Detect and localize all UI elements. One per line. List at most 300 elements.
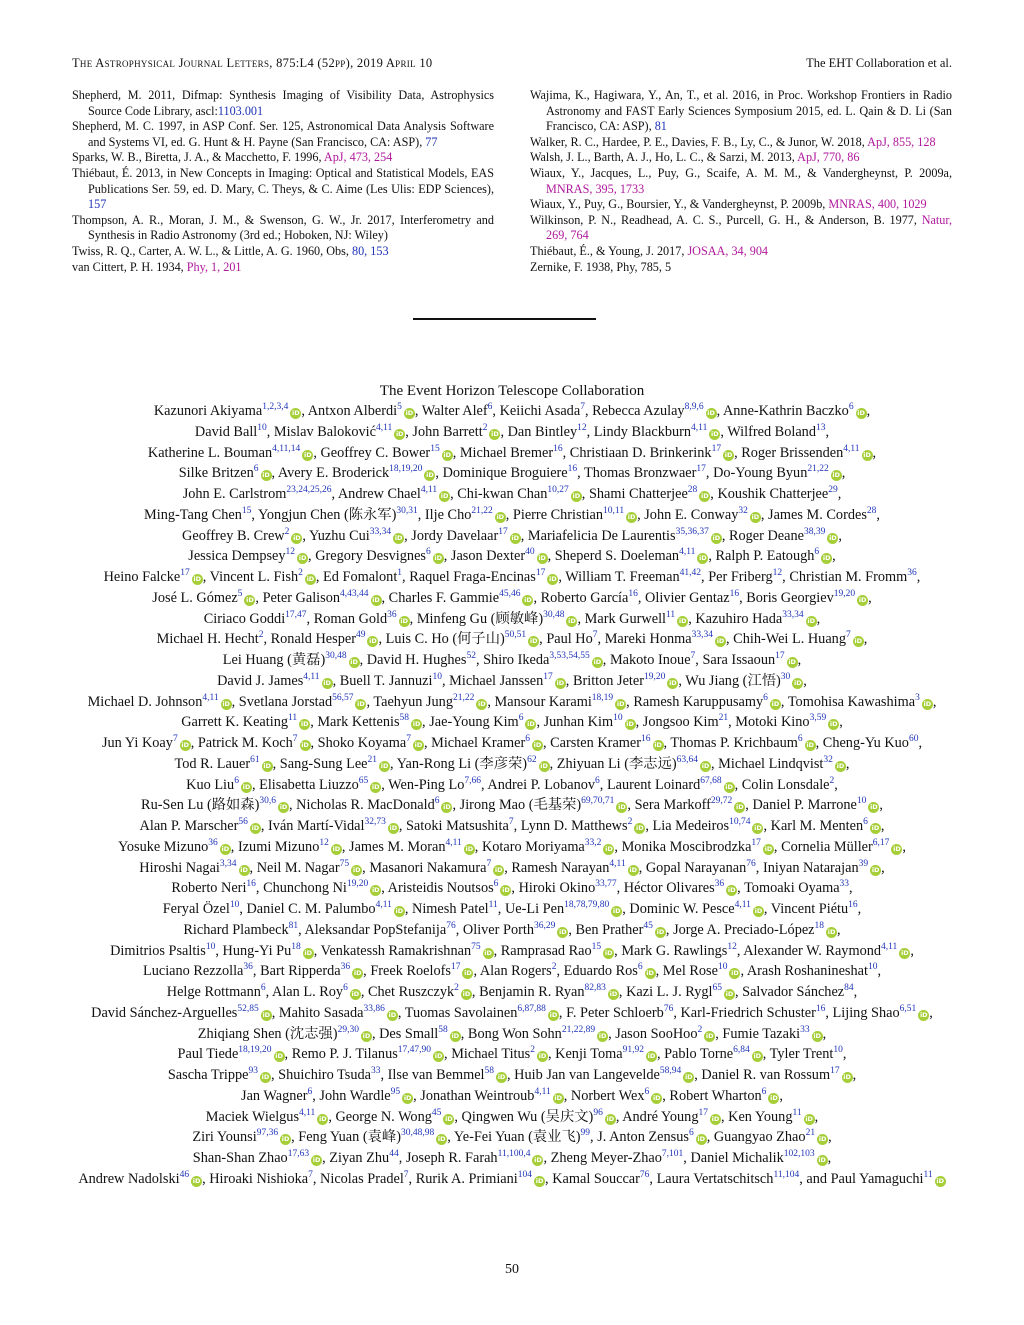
- affiliation-superscript[interactable]: 11: [923, 1169, 933, 1180]
- orcid-icon[interactable]: iD: [380, 761, 389, 770]
- affiliation-superscript[interactable]: 58: [438, 1024, 448, 1035]
- affiliation-superscript[interactable]: 19,20: [833, 588, 856, 599]
- affiliation-superscript[interactable]: 7: [403, 1169, 409, 1180]
- orcid-icon[interactable]: iD: [836, 761, 845, 770]
- orcid-icon[interactable]: iD: [711, 429, 719, 438]
- affiliation-superscript[interactable]: 2: [530, 1045, 535, 1056]
- orcid-icon[interactable]: iD: [871, 865, 880, 874]
- orcid-icon[interactable]: iD: [352, 865, 361, 874]
- orcid-icon[interactable]: iD: [301, 741, 309, 749]
- orcid-icon[interactable]: iD: [434, 1052, 443, 1061]
- affiliation-superscript[interactable]: 56,57: [332, 692, 354, 703]
- affiliation-superscript[interactable]: 33,2: [584, 837, 602, 848]
- affiliation-superscript[interactable]: 23,24,25,26: [286, 485, 332, 496]
- orcid-icon[interactable]: iD: [827, 927, 836, 936]
- affiliation-superscript[interactable]: 65: [358, 775, 369, 786]
- orcid-icon[interactable]: iD: [656, 927, 665, 936]
- orcid-icon[interactable]: iD: [371, 782, 380, 791]
- reference-link[interactable]: 81: [654, 119, 667, 134]
- affiliation-superscript[interactable]: 16: [848, 900, 858, 911]
- orcid-icon[interactable]: iD: [181, 741, 189, 749]
- affiliation-superscript[interactable]: 41,42: [679, 568, 702, 579]
- orcid-icon[interactable]: iD: [724, 450, 733, 459]
- orcid-icon[interactable]: iD: [497, 1073, 506, 1081]
- affiliation-superscript[interactable]: 29,72: [710, 796, 733, 807]
- orcid-icon[interactable]: iD: [858, 595, 867, 604]
- orcid-icon[interactable]: iD: [697, 1135, 705, 1144]
- orcid-icon[interactable]: iD: [389, 824, 398, 832]
- affiliation-superscript[interactable]: 28: [687, 485, 698, 496]
- affiliation-superscript[interactable]: 6: [253, 464, 259, 475]
- orcid-icon[interactable]: iD: [464, 969, 472, 978]
- orcid-icon[interactable]: iD: [369, 637, 377, 646]
- affiliation-superscript[interactable]: 11: [792, 1107, 802, 1118]
- affiliation-superscript[interactable]: 18,19,20: [389, 464, 423, 475]
- orcid-icon[interactable]: iD: [304, 948, 313, 957]
- affiliation-superscript[interactable]: 75: [339, 858, 350, 869]
- affiliation-superscript[interactable]: 10: [613, 713, 623, 724]
- orcid-icon[interactable]: iD: [863, 450, 871, 459]
- affiliation-superscript[interactable]: 95: [390, 1086, 401, 1097]
- affiliation-superscript[interactable]: 7: [172, 734, 178, 745]
- affiliation-superscript[interactable]: 58,94: [659, 1066, 682, 1077]
- orcid-icon[interactable]: iD: [524, 595, 532, 604]
- affiliation-superscript[interactable]: 15: [430, 443, 440, 454]
- orcid-icon[interactable]: iD: [351, 990, 360, 998]
- affiliation-superscript[interactable]: 76: [639, 1169, 650, 1180]
- affiliation-superscript[interactable]: 11: [666, 609, 676, 620]
- orcid-icon[interactable]: iD: [549, 575, 557, 583]
- orcid-icon[interactable]: iD: [350, 658, 358, 666]
- affiliation-superscript[interactable]: 6,17: [872, 837, 890, 848]
- affiliation-superscript[interactable]: 97,36: [256, 1128, 279, 1139]
- affiliation-superscript[interactable]: 7: [592, 630, 598, 641]
- affiliation-superscript[interactable]: 21: [805, 1128, 816, 1139]
- affiliation-superscript[interactable]: 17,47: [285, 609, 307, 620]
- affiliation-superscript[interactable]: 10,11: [603, 505, 625, 516]
- orcid-icon[interactable]: iD: [806, 741, 814, 749]
- affiliation-superscript[interactable]: 36: [714, 879, 725, 890]
- affiliation-superscript[interactable]: 17: [751, 837, 761, 848]
- affiliation-superscript[interactable]: 29: [828, 485, 838, 496]
- affiliation-superscript[interactable]: 45,46: [499, 588, 521, 599]
- reference-link[interactable]: Phy, 1, 201: [186, 259, 242, 274]
- orcid-icon[interactable]: iD: [193, 575, 202, 583]
- affiliation-superscript[interactable]: 52,85: [237, 1003, 259, 1014]
- affiliation-superscript[interactable]: 76: [746, 858, 756, 869]
- affiliation-superscript[interactable]: 4,11: [609, 858, 626, 869]
- orcid-icon[interactable]: iD: [646, 969, 654, 978]
- affiliation-superscript[interactable]: 7: [508, 817, 514, 828]
- orcid-icon[interactable]: iD: [312, 1156, 321, 1164]
- affiliation-superscript[interactable]: 19,20: [644, 671, 666, 682]
- orcid-icon[interactable]: iD: [400, 616, 408, 625]
- orcid-icon[interactable]: iD: [854, 637, 863, 646]
- reference-link[interactable]: 1103.001: [217, 103, 264, 118]
- affiliation-superscript[interactable]: 76: [446, 920, 456, 931]
- affiliation-superscript[interactable]: 6: [644, 1086, 650, 1097]
- affiliation-superscript[interactable]: 56: [238, 817, 248, 828]
- affiliation-superscript[interactable]: 16: [815, 1003, 826, 1014]
- orcid-icon[interactable]: iD: [372, 595, 380, 604]
- orcid-icon[interactable]: iD: [684, 1073, 693, 1081]
- orcid-icon[interactable]: iD: [395, 907, 404, 915]
- orcid-icon[interactable]: iD: [604, 948, 613, 957]
- affiliation-superscript[interactable]: 17: [696, 464, 706, 475]
- affiliation-superscript[interactable]: 4,11,14: [272, 443, 301, 454]
- orcid-icon[interactable]: iD: [711, 1114, 720, 1123]
- orcid-icon[interactable]: iD: [465, 844, 474, 853]
- affiliation-superscript[interactable]: 11,104: [773, 1169, 800, 1180]
- affiliation-superscript[interactable]: 6,51: [899, 1003, 917, 1014]
- orcid-icon[interactable]: iD: [901, 948, 909, 957]
- orcid-icon[interactable]: iD: [598, 1031, 607, 1040]
- affiliation-superscript[interactable]: 18,19,20: [238, 1045, 272, 1056]
- affiliation-superscript[interactable]: 6: [761, 1086, 767, 1097]
- affiliation-superscript[interactable]: 30,6: [259, 796, 276, 807]
- reference-link[interactable]: Natur, 269, 764: [546, 212, 952, 243]
- affiliation-superscript[interactable]: 8,9,6: [684, 402, 704, 413]
- orcid-icon[interactable]: iD: [707, 409, 715, 417]
- affiliation-superscript[interactable]: 6: [848, 402, 854, 413]
- affiliation-superscript[interactable]: 21,22,89: [561, 1024, 596, 1035]
- orcid-icon[interactable]: iD: [936, 1176, 944, 1185]
- affiliation-superscript[interactable]: 30: [780, 671, 791, 682]
- affiliation-superscript[interactable]: 13: [815, 422, 826, 433]
- orcid-icon[interactable]: iD: [652, 1093, 661, 1102]
- orcid-icon[interactable]: iD: [434, 554, 443, 563]
- affiliation-superscript[interactable]: 21,22: [807, 464, 829, 475]
- orcid-icon[interactable]: iD: [919, 1010, 928, 1019]
- orcid-icon[interactable]: iD: [725, 990, 734, 998]
- orcid-icon[interactable]: iD: [764, 844, 773, 853]
- affiliation-superscript[interactable]: 39: [858, 858, 869, 869]
- affiliation-superscript[interactable]: 36: [340, 962, 351, 973]
- orcid-icon[interactable]: iD: [395, 429, 404, 438]
- affiliation-superscript[interactable]: 46: [179, 1169, 190, 1180]
- orcid-icon[interactable]: iD: [306, 575, 315, 583]
- affiliation-superscript[interactable]: 28: [866, 505, 877, 516]
- orcid-icon[interactable]: iD: [538, 1052, 547, 1061]
- orcid-icon[interactable]: iD: [771, 699, 780, 708]
- affiliation-superscript[interactable]: 6: [493, 879, 499, 890]
- orcid-icon[interactable]: iD: [818, 1156, 826, 1164]
- orcid-icon[interactable]: iD: [405, 409, 414, 417]
- orcid-icon[interactable]: iD: [700, 492, 709, 500]
- affiliation-superscript[interactable]: 50,51: [504, 630, 527, 641]
- reference-link[interactable]: MNRAS, 400, 1029: [828, 197, 927, 212]
- affiliation-superscript[interactable]: 3,59: [809, 713, 827, 724]
- affiliation-superscript[interactable]: 99: [580, 1128, 591, 1139]
- orcid-icon[interactable]: iD: [923, 699, 932, 708]
- orcid-icon[interactable]: iD: [725, 782, 733, 791]
- orcid-icon[interactable]: iD: [304, 450, 312, 459]
- orcid-icon[interactable]: iD: [478, 699, 486, 708]
- affiliation-superscript[interactable]: 30,31: [396, 505, 418, 516]
- affiliation-superscript[interactable]: 12: [319, 837, 329, 848]
- affiliation-superscript[interactable]: 3,34: [219, 858, 237, 869]
- affiliation-superscript[interactable]: 33,34: [782, 609, 804, 620]
- affiliation-superscript[interactable]: 12: [285, 547, 296, 558]
- orcid-icon[interactable]: iD: [832, 471, 841, 480]
- orcid-icon[interactable]: iD: [701, 761, 710, 770]
- orcid-icon[interactable]: iD: [712, 533, 721, 542]
- affiliation-superscript[interactable]: 36: [243, 962, 253, 973]
- affiliation-superscript[interactable]: 96: [593, 1107, 603, 1118]
- orcid-icon[interactable]: iD: [699, 554, 707, 563]
- affiliation-superscript[interactable]: 33,34: [691, 630, 714, 641]
- affiliation-superscript[interactable]: 4,11: [691, 422, 708, 433]
- orcid-icon[interactable]: iD: [538, 554, 546, 563]
- affiliation-superscript[interactable]: 7: [292, 734, 298, 745]
- affiliation-superscript[interactable]: 6: [763, 692, 768, 703]
- affiliation-superscript[interactable]: 1,2,3,4: [262, 402, 289, 413]
- orcid-icon[interactable]: iD: [549, 1010, 558, 1019]
- orcid-icon[interactable]: iD: [568, 616, 576, 625]
- affiliation-superscript[interactable]: 81: [288, 920, 299, 931]
- orcid-icon[interactable]: iD: [616, 699, 625, 708]
- affiliation-superscript[interactable]: 4,11: [303, 671, 320, 682]
- orcid-icon[interactable]: iD: [629, 865, 638, 874]
- affiliation-superscript[interactable]: 58: [399, 713, 410, 724]
- affiliation-superscript[interactable]: 30,48: [325, 651, 347, 662]
- affiliation-superscript[interactable]: 65: [712, 983, 722, 994]
- orcid-icon[interactable]: iD: [357, 699, 365, 708]
- affiliation-superscript[interactable]: 6: [637, 962, 643, 973]
- orcid-icon[interactable]: iD: [893, 844, 901, 853]
- affiliation-superscript[interactable]: 33,86: [363, 1003, 385, 1014]
- affiliation-superscript[interactable]: 2: [627, 817, 633, 828]
- affiliation-superscript[interactable]: 4,11: [420, 485, 438, 496]
- orcid-icon[interactable]: iD: [572, 492, 581, 500]
- orcid-icon[interactable]: iD: [822, 554, 831, 563]
- affiliation-superscript[interactable]: 2: [829, 775, 835, 786]
- orcid-icon[interactable]: iD: [451, 1031, 460, 1040]
- orcid-icon[interactable]: iD: [388, 1010, 397, 1019]
- affiliation-superscript[interactable]: 30,48,98: [400, 1128, 435, 1139]
- affiliation-superscript[interactable]: 4,11: [843, 443, 860, 454]
- orcid-icon[interactable]: iD: [262, 1010, 271, 1019]
- orcid-icon[interactable]: iD: [445, 1114, 453, 1123]
- orcid-icon[interactable]: iD: [871, 824, 880, 832]
- orcid-icon[interactable]: iD: [261, 1073, 270, 1081]
- orcid-icon[interactable]: iD: [362, 1031, 371, 1040]
- affiliation-superscript[interactable]: 60: [908, 734, 919, 745]
- affiliation-superscript[interactable]: 10,27: [547, 485, 569, 496]
- affiliation-superscript[interactable]: 18: [291, 941, 301, 952]
- orcid-icon[interactable]: iD: [627, 512, 636, 521]
- affiliation-superscript[interactable]: 10: [229, 900, 240, 911]
- orcid-icon[interactable]: iD: [242, 782, 251, 791]
- orcid-icon[interactable]: iD: [353, 969, 362, 978]
- affiliation-superscript[interactable]: 17: [698, 1107, 708, 1118]
- affiliation-superscript[interactable]: 7: [308, 1169, 313, 1180]
- reference-link[interactable]: ApJ, 770, 86: [797, 150, 860, 165]
- orcid-icon[interactable]: iD: [300, 720, 309, 729]
- affiliation-superscript[interactable]: 11: [288, 713, 298, 724]
- affiliation-superscript[interactable]: 7: [690, 651, 696, 662]
- affiliation-superscript[interactable]: 2: [697, 1024, 703, 1035]
- affiliation-superscript[interactable]: 45: [431, 1107, 442, 1118]
- affiliation-superscript[interactable]: 21,22: [471, 505, 493, 516]
- affiliation-superscript[interactable]: 18: [814, 920, 825, 931]
- affiliation-superscript[interactable]: 6: [434, 796, 440, 807]
- orcid-icon[interactable]: iD: [293, 533, 301, 542]
- affiliation-superscript[interactable]: 7: [406, 734, 411, 745]
- affiliation-superscript[interactable]: 91,92: [622, 1045, 644, 1056]
- affiliation-superscript[interactable]: 18,78,79,80: [564, 900, 610, 911]
- affiliation-superscript[interactable]: 4,11: [534, 1086, 551, 1097]
- orcid-icon[interactable]: iD: [412, 720, 421, 729]
- affiliation-superscript[interactable]: 10: [867, 962, 878, 973]
- orcid-icon[interactable]: iD: [527, 720, 535, 729]
- affiliation-superscript[interactable]: 36: [208, 837, 218, 848]
- affiliation-superscript[interactable]: 4,11: [734, 900, 751, 911]
- orcid-icon[interactable]: iD: [559, 927, 567, 936]
- affiliation-superscript[interactable]: 44: [389, 1149, 399, 1160]
- affiliation-superscript[interactable]: 15: [591, 941, 602, 952]
- orcid-icon[interactable]: iD: [716, 637, 725, 646]
- orcid-icon[interactable]: iD: [857, 409, 865, 417]
- orcid-icon[interactable]: iD: [262, 471, 270, 480]
- orcid-icon[interactable]: iD: [753, 1052, 762, 1061]
- affiliation-superscript[interactable]: 21: [718, 713, 729, 724]
- affiliation-superscript[interactable]: 15: [241, 505, 252, 516]
- affiliation-superscript[interactable]: 6,84: [733, 1045, 750, 1056]
- affiliation-superscript[interactable]: 67,68: [700, 775, 722, 786]
- affiliation-superscript[interactable]: 16: [729, 588, 740, 599]
- affiliation-superscript[interactable]: 17,63: [287, 1149, 310, 1160]
- affiliation-superscript[interactable]: 93: [248, 1066, 258, 1077]
- affiliation-superscript[interactable]: 11,100,4: [497, 1149, 531, 1160]
- affiliation-superscript[interactable]: 17: [711, 443, 722, 454]
- orcid-icon[interactable]: iD: [731, 969, 739, 978]
- affiliation-superscript[interactable]: 58: [484, 1066, 495, 1077]
- affiliation-superscript[interactable]: 6: [234, 775, 239, 786]
- orcid-icon[interactable]: iD: [414, 741, 423, 749]
- affiliation-superscript[interactable]: 17: [498, 526, 508, 537]
- affiliation-superscript[interactable]: 6,87,88: [517, 1003, 546, 1014]
- orcid-icon[interactable]: iD: [735, 803, 744, 812]
- orcid-icon[interactable]: iD: [751, 512, 760, 521]
- affiliation-superscript[interactable]: 6: [814, 547, 820, 558]
- affiliation-superscript[interactable]: 6: [797, 734, 803, 745]
- reference-link[interactable]: 77: [425, 134, 438, 149]
- affiliation-superscript[interactable]: 11: [488, 900, 498, 911]
- affiliation-superscript[interactable]: 18,19: [591, 692, 614, 703]
- affiliation-superscript[interactable]: 21,22: [452, 692, 475, 703]
- affiliation-superscript[interactable]: 32: [823, 754, 833, 765]
- orcid-icon[interactable]: iD: [678, 616, 687, 625]
- affiliation-superscript[interactable]: 2: [454, 983, 459, 994]
- orcid-icon[interactable]: iD: [818, 1135, 827, 1144]
- orcid-icon[interactable]: iD: [263, 761, 271, 770]
- affiliation-superscript[interactable]: 6: [863, 817, 868, 828]
- affiliation-superscript[interactable]: 5: [397, 402, 402, 413]
- orcid-icon[interactable]: iD: [240, 865, 248, 874]
- affiliation-superscript[interactable]: 33: [370, 1066, 381, 1077]
- affiliation-superscript[interactable]: 2: [551, 962, 557, 973]
- affiliation-superscript[interactable]: 16: [553, 443, 563, 454]
- orcid-icon[interactable]: iD: [275, 1052, 283, 1061]
- affiliation-superscript[interactable]: 32: [738, 505, 748, 516]
- affiliation-superscript[interactable]: 12: [727, 941, 737, 952]
- orcid-icon[interactable]: iD: [502, 886, 510, 895]
- affiliation-superscript[interactable]: 33,77: [595, 879, 617, 890]
- affiliation-superscript[interactable]: 10: [856, 796, 867, 807]
- orcid-icon[interactable]: iD: [754, 824, 762, 832]
- orcid-icon[interactable]: iD: [437, 1135, 446, 1144]
- affiliation-superscript[interactable]: 82,83: [584, 983, 606, 994]
- orcid-icon[interactable]: iD: [221, 844, 230, 853]
- orcid-icon[interactable]: iD: [788, 658, 796, 666]
- affiliation-superscript[interactable]: 6: [260, 983, 266, 994]
- orcid-icon[interactable]: iD: [298, 554, 307, 563]
- affiliation-superscript[interactable]: 6: [425, 547, 431, 558]
- orcid-icon[interactable]: iD: [443, 450, 451, 459]
- affiliation-superscript[interactable]: 4,11: [375, 422, 393, 433]
- orcid-icon[interactable]: iD: [323, 678, 331, 687]
- affiliation-superscript[interactable]: 19,20: [346, 879, 369, 890]
- orcid-icon[interactable]: iD: [813, 1031, 821, 1040]
- affiliation-superscript[interactable]: 10: [833, 1045, 843, 1056]
- affiliation-superscript[interactable]: 10: [717, 962, 728, 973]
- orcid-icon[interactable]: iD: [462, 990, 471, 998]
- affiliation-superscript[interactable]: 33: [839, 879, 850, 890]
- orcid-icon[interactable]: iD: [491, 429, 499, 438]
- orcid-icon[interactable]: iD: [606, 1114, 615, 1123]
- affiliation-superscript[interactable]: 2: [284, 526, 290, 537]
- affiliation-superscript[interactable]: 4,11: [375, 900, 392, 911]
- affiliation-superscript[interactable]: 1: [397, 568, 403, 579]
- affiliation-superscript[interactable]: 6: [688, 1128, 694, 1139]
- orcid-icon[interactable]: iD: [484, 948, 492, 957]
- affiliation-superscript[interactable]: 6: [595, 775, 600, 786]
- orcid-icon[interactable]: iD: [371, 886, 380, 895]
- affiliation-superscript[interactable]: 104: [517, 1169, 533, 1180]
- orcid-icon[interactable]: iD: [281, 1135, 290, 1144]
- affiliation-superscript[interactable]: 75: [471, 941, 481, 952]
- affiliation-superscript[interactable]: 12: [577, 422, 587, 433]
- orcid-icon[interactable]: iD: [669, 678, 677, 687]
- orcid-icon[interactable]: iD: [793, 678, 802, 687]
- affiliation-superscript[interactable]: 2: [482, 422, 488, 433]
- affiliation-superscript[interactable]: 10: [257, 422, 267, 433]
- orcid-icon[interactable]: iD: [534, 1156, 542, 1164]
- orcid-icon[interactable]: iD: [618, 803, 626, 812]
- orcid-icon[interactable]: iD: [705, 1031, 714, 1040]
- orcid-icon[interactable]: iD: [556, 678, 565, 687]
- affiliation-superscript[interactable]: 52: [466, 651, 476, 662]
- orcid-icon[interactable]: iD: [246, 595, 254, 604]
- affiliation-superscript[interactable]: 17,47,90: [397, 1045, 432, 1056]
- orcid-icon[interactable]: iD: [609, 990, 618, 998]
- affiliation-superscript[interactable]: 10: [432, 671, 443, 682]
- orcid-icon[interactable]: iD: [192, 1176, 201, 1185]
- orcid-icon[interactable]: iD: [319, 1114, 327, 1123]
- orcid-icon[interactable]: iD: [554, 1093, 563, 1102]
- orcid-icon[interactable]: iD: [612, 907, 621, 915]
- orcid-icon[interactable]: iD: [647, 1052, 656, 1061]
- affiliation-superscript[interactable]: 84: [844, 983, 854, 994]
- orcid-icon[interactable]: iD: [727, 886, 736, 895]
- affiliation-superscript[interactable]: 29,30: [337, 1024, 359, 1035]
- orcid-icon[interactable]: iD: [440, 492, 449, 500]
- affiliation-superscript[interactable]: 7: [486, 858, 492, 869]
- affiliation-superscript[interactable]: 49: [355, 630, 366, 641]
- orcid-icon[interactable]: iD: [292, 409, 300, 417]
- orcid-icon[interactable]: iD: [540, 761, 548, 770]
